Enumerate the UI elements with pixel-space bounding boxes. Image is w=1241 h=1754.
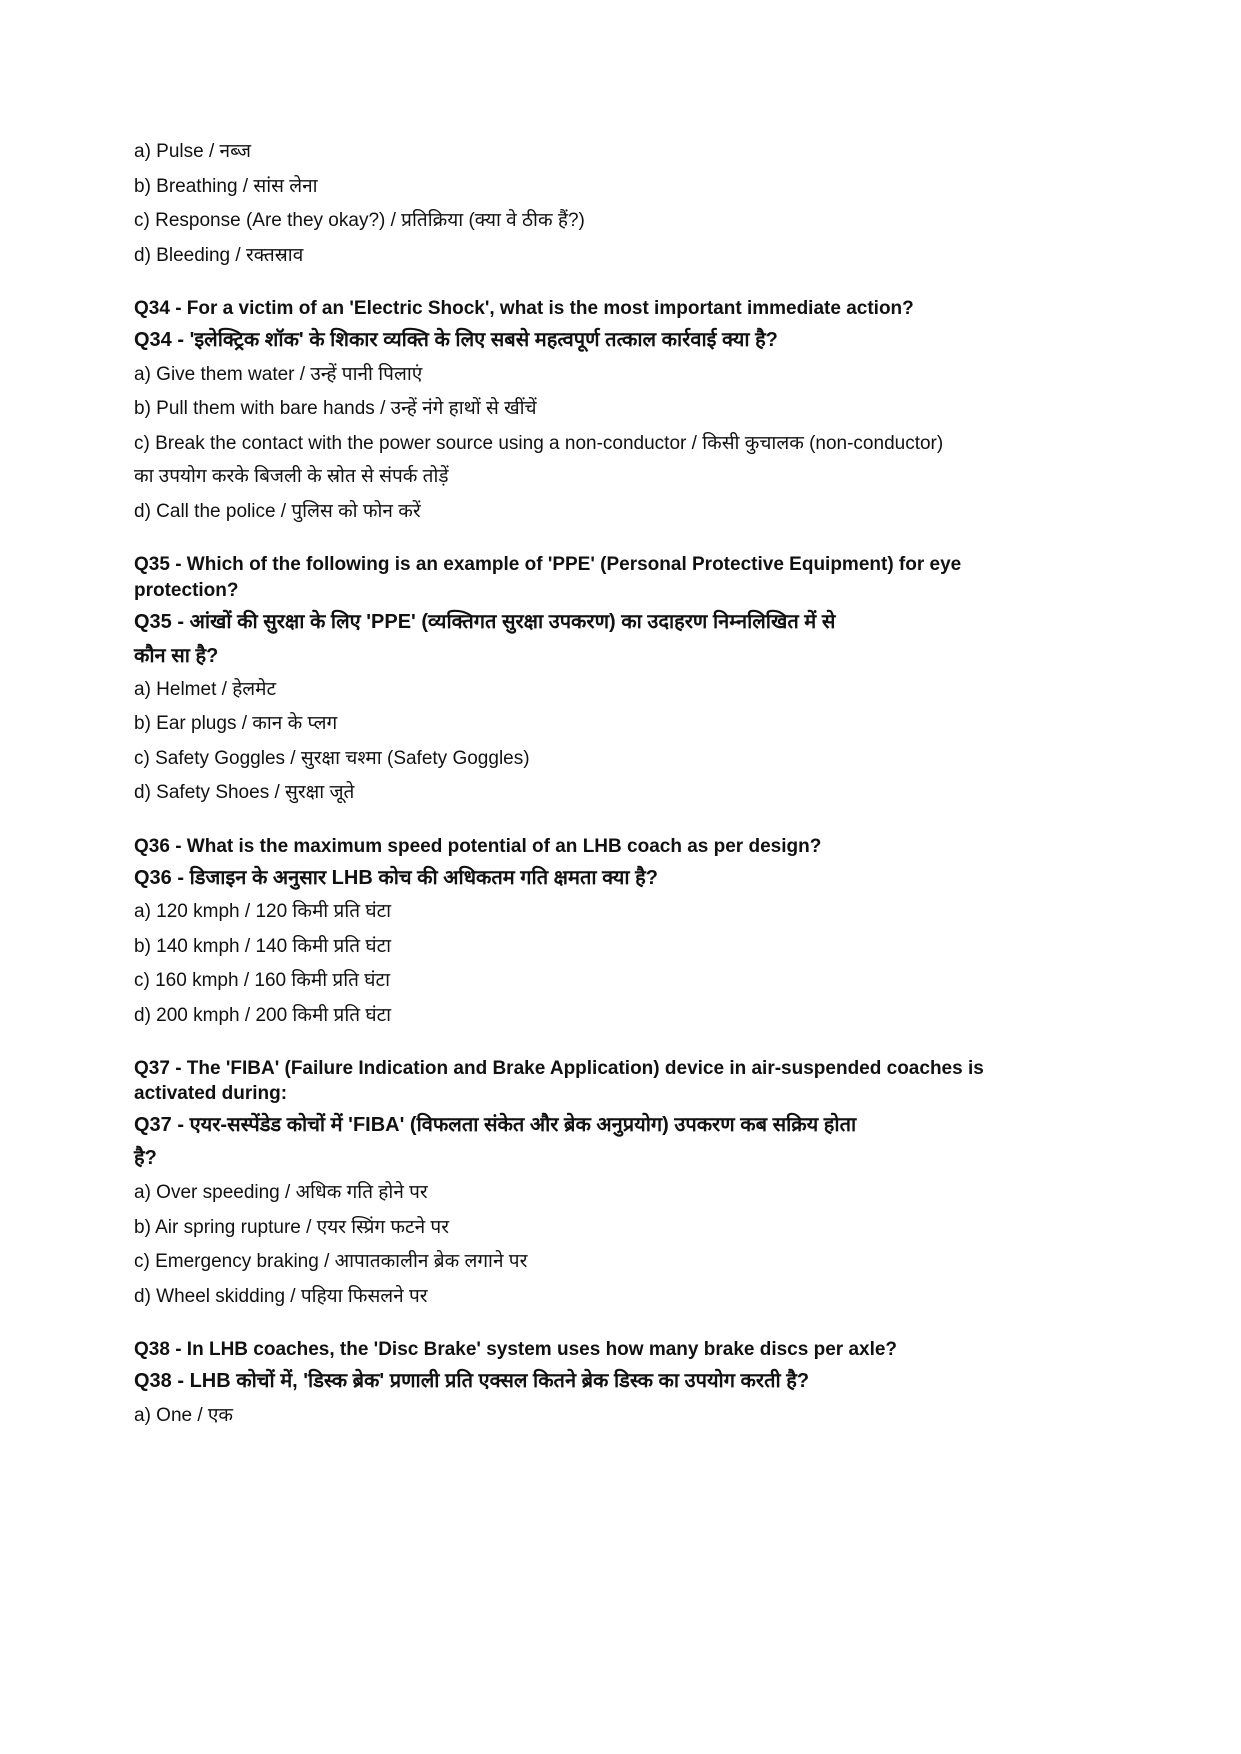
option-a: a) Over speeding / अधिक गति होने पर [134,1182,428,1203]
option-d: d) Bleeding / रक्तस्राव [134,245,304,266]
option-c: c) Break the contact with the power source using a non-conductor / किसी कुचालक (non-conductor) [134,433,944,454]
option-c: c) Safety Goggles / सुरक्षा चश्मा (Safety Goggles) [134,748,530,769]
question-english: Q38 - In LHB coaches, the 'Disc Brake' system uses how many brake discs per axle? [134,1339,898,1360]
question-hindi: Q34 - 'इलेक्ट्रिक शॉक' के शिकार व्यक्ति के लिए सबसे महत्वपूर्ण तत्काल कार्रवाई क्या है? [134,329,778,351]
question-english: Q37 - The 'FIBA' (Failure Indication and Brake Application) device in air-suspended coaches is [134,1058,984,1079]
question-english-continued: protection? [134,580,239,601]
question-hindi: Q38 - LHB कोचों में, 'डिस्क ब्रेक' प्रणाली प्रति एक्सल कितने ब्रेक डिस्क का उपयोग करती है? [134,1370,810,1392]
option-a: a) Pulse / नब्ज [134,141,252,162]
question-hindi-continued: है? [134,1147,157,1169]
option-b: b) Air spring rupture / एयर स्प्रिंग फटने पर [134,1217,449,1238]
option-d: d) Call the police / पुलिस को फोन करें [134,501,421,522]
option-a: a) 120 kmph / 120 किमी प्रति घंटा [134,901,392,922]
option-d: d) Wheel skidding / पहिया फिसलने पर [134,1286,428,1307]
option-b: b) Breathing / सांस लेना [134,176,318,197]
option-c-continued: का उपयोग करके बिजली के स्रोत से संपर्क तोड़ें [134,466,449,487]
option-c: c) Emergency braking / आपातकालीन ब्रेक लगाने पर [134,1251,528,1272]
option-b: b) 140 kmph / 140 किमी प्रति घंटा [134,936,392,957]
option-a: a) Give them water / उन्हें पानी पिलाएं [134,364,423,385]
option-b: b) Pull them with bare hands / उन्हें नंगे हाथों से खींचें [134,398,537,419]
option-c: c) Response (Are they okay?) / प्रतिक्रिया (क्या वे ठीक हैं?) [134,210,585,231]
option-d: d) 200 kmph / 200 किमी प्रति घंटा [134,1005,392,1026]
question-english-continued: activated during: [134,1083,288,1104]
question-hindi: Q37 - एयर-सस्पेंडेड कोचों में 'FIBA' (विफलता संकेत और ब्रेक अनुप्रयोग) उपकरण कब सक्रिय होता [134,1114,857,1136]
question-hindi-continued: कौन सा है? [134,645,219,667]
option-c: c) 160 kmph / 160 किमी प्रति घंटा [134,970,391,991]
option-a: a) Helmet / हेलमेट [134,679,277,700]
question-hindi: Q35 - आंखों की सुरक्षा के लिए 'PPE' (व्यक्तिगत सुरक्षा उपकरण) का उदाहरण निम्नलिखित में से [134,611,836,633]
question-english: Q36 - What is the maximum speed potential of an LHB coach as per design? [134,836,822,857]
option-a: a) One / एक [134,1405,234,1426]
question-english: Q34 - For a victim of an 'Electric Shock', what is the most important immediate action? [134,298,914,319]
option-d: d) Safety Shoes / सुरक्षा जूते [134,782,355,803]
option-b: b) Ear plugs / कान के प्लग [134,713,338,734]
question-english: Q35 - Which of the following is an example of 'PPE' (Personal Protective Equipment) for eye [134,554,962,575]
question-hindi: Q36 - डिजाइन के अनुसार LHB कोच की अधिकतम गति क्षमता क्या है? [134,867,658,889]
